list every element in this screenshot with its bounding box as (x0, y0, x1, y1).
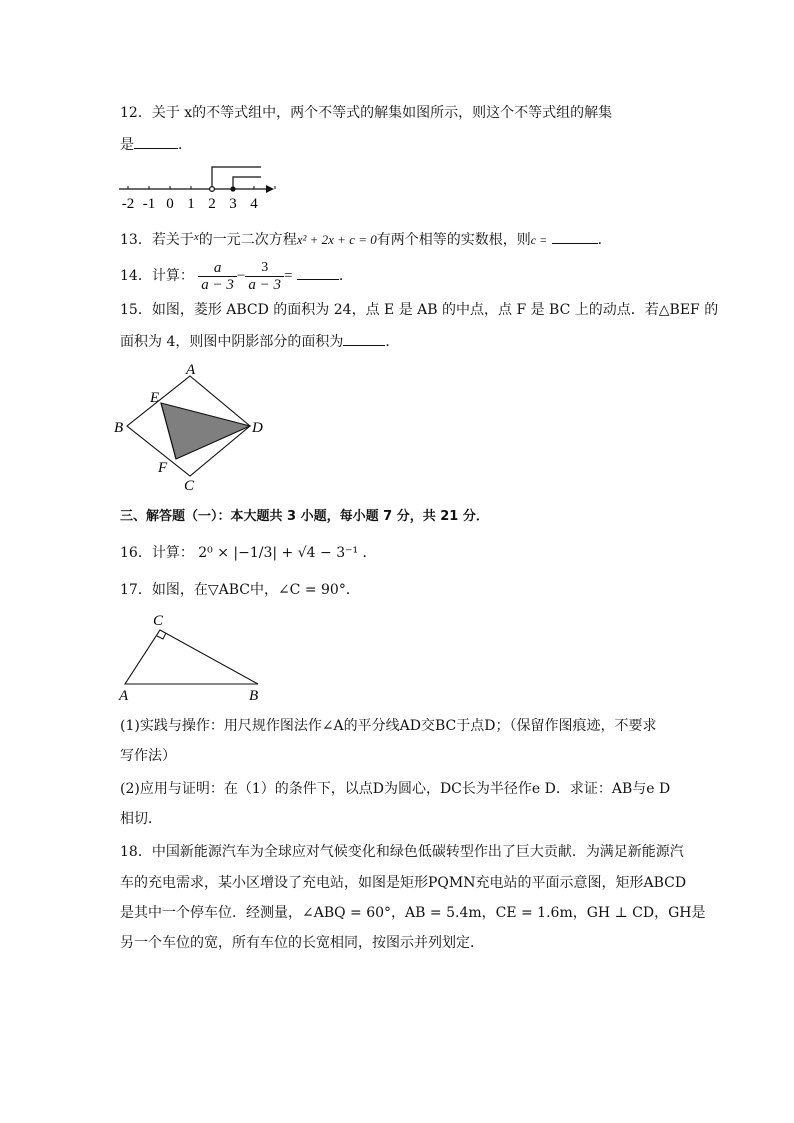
q15-line1: 15．如图，菱形 ABCD 的面积为 24，点 E 是 AB 的中点，点 F 是 BC 上的动点．若△BEF 的 (120, 302, 719, 318)
label-b: B (114, 420, 124, 436)
answer-blank-15[interactable] (343, 331, 385, 346)
q17-part2-line1: (2)应用与证明：在（1）的条件下，以点D为圆心，DC长为半径作e D．求证：AB与e D (120, 781, 671, 797)
label-d: D (252, 420, 263, 436)
q13-period: ． (597, 232, 612, 248)
label-a: A (186, 362, 196, 378)
q14-prefix: 14．计算： (120, 268, 194, 284)
right-angle-mark (157, 633, 166, 639)
q14-frac1-den: a − 3 (201, 276, 234, 293)
label-c: C (184, 478, 195, 492)
answer-blank-14[interactable] (297, 265, 339, 280)
number-line-tick-label: 4 (250, 196, 258, 212)
q14-line (120, 256, 353, 296)
closed-solution-bracket (233, 177, 261, 189)
q12-period: ． (178, 137, 192, 153)
q17-part1-line2: 写作法） (120, 748, 176, 764)
number-line-tick-label: 3 (229, 196, 237, 212)
q15-text: 面积为 4，则图中阴影部分的面积为 (120, 334, 344, 350)
number-line-figure (115, 160, 285, 212)
label-c: C (153, 613, 164, 629)
q14-frac1-num: a (198, 260, 237, 277)
closed-point (230, 186, 235, 191)
q14-frac2-num: 3 (245, 260, 284, 277)
q18-line2: 车的充电需求，某小区增设了充电站，如图是矩形PQMN充电站的平面示意图，矩形ABCD (120, 875, 687, 891)
label-e: E (150, 390, 160, 406)
q16-line: 16．计算： 2⁰ × |−1/3| + √4 − 3⁻¹ ． (120, 545, 377, 561)
open-solution-bracket (212, 167, 261, 189)
number-line-tick-labels (122, 196, 259, 212)
number-line-tick-label: 2 (208, 196, 216, 212)
shaded-triangle-edf (161, 403, 250, 459)
answer-blank-12[interactable] (134, 134, 178, 149)
q18-line3: 是其中一个停车位．经测量，∠ABQ = 60°，AB = 5.4m，CE = 1.6m，GH ⊥ CD，GH是 (120, 905, 706, 921)
open-point (210, 187, 215, 192)
section-3-title: 三、解答题（一）：本大题共 3 小题，每小题 7 分，共 21 分． (120, 509, 489, 524)
number-line-tick-label: -2 (121, 196, 135, 212)
q17-intro: 17．如图，在▽ABC中，∠C = 90°． (120, 582, 360, 598)
q12-line2 (120, 134, 192, 155)
number-line-tick-label: -1 (142, 196, 156, 212)
q15-line2 (120, 331, 399, 352)
q12-line1: 12．关于 x的不等式组中，两个不等式的解集如图所示，则这个不等式组的解集 (120, 105, 613, 121)
answer-blank-13[interactable] (552, 229, 598, 244)
q14-fraction-2 (245, 260, 284, 293)
q17-part1-line1: (1)实践与操作：用尺规作图法作∠A的平分线AD交BC于点D；（保留作图痕迹，不要求 (120, 718, 657, 734)
q17-part2-line2: 相切． (120, 811, 162, 827)
label-b: B (249, 688, 259, 702)
q13-mid: 的一元二次方程 (198, 232, 297, 248)
number-line-tick-label: 0 (166, 196, 174, 212)
number-line-tick-label: 1 (187, 196, 195, 212)
q18-line1: 18．中国新能源汽车为全球应对气候变化和绿色低碳转型作出了巨大贡献．为满足新能源汽 (120, 844, 684, 860)
q14-period: ． (338, 268, 353, 284)
label-f: F (158, 460, 168, 476)
q15-period: ． (385, 334, 400, 350)
rhombus-figure (112, 360, 272, 492)
q12-prefix: 是 (120, 137, 134, 153)
triangle-abc (125, 630, 258, 684)
q14-minus: − (236, 268, 246, 284)
q13-var: x (193, 231, 199, 243)
q18-line4: 另一个车位的宽，所有车位的长宽相同，按图示并列划定． (120, 935, 484, 951)
right-triangle-figure (115, 610, 275, 702)
q14-fraction-1 (198, 260, 237, 293)
label-a: A (119, 688, 129, 702)
q14-frac2-den: a − 3 (248, 276, 281, 293)
q13-line (120, 227, 612, 250)
q13-prefix: 13．若关于 (120, 232, 194, 248)
q13-c-eq: c = (530, 233, 548, 247)
q13-suffix: 有两个相等的实数根，则 (376, 232, 531, 248)
q14-eq: = (284, 268, 293, 284)
number-line-arrow (266, 185, 274, 193)
q13-equation: x² + 2x + c = 0 (296, 232, 377, 247)
